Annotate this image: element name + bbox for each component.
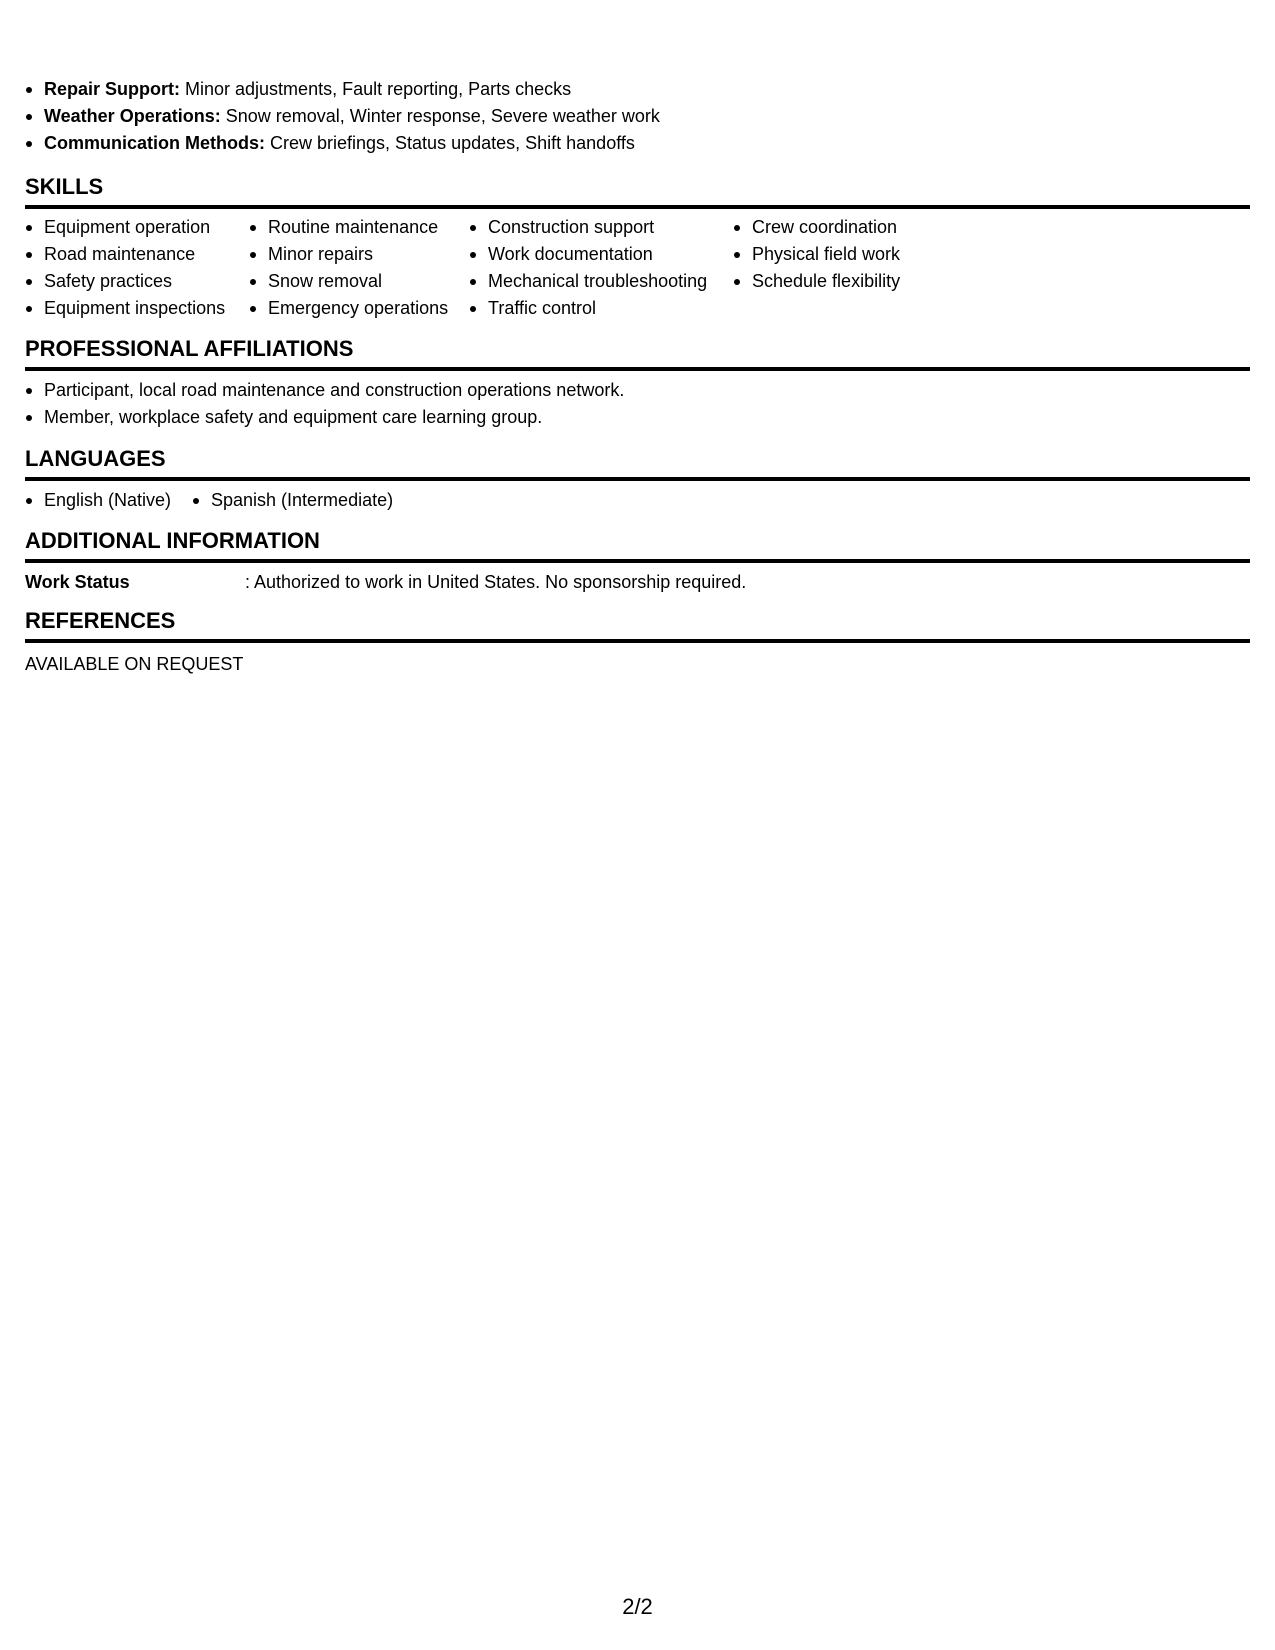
- languages-list: [25, 487, 1250, 514]
- references-text: AVAILABLE ON REQUEST: [25, 654, 244, 674]
- references-section: [25, 608, 1250, 678]
- additional-info-section: [25, 528, 1250, 596]
- list-item: [25, 103, 1250, 130]
- section-title-additional-info: ADDITIONAL INFORMATION: [25, 528, 320, 553]
- skill-item: Traffic control: [469, 295, 733, 322]
- affiliations-section: [25, 336, 1250, 431]
- top-bullet-list: [25, 76, 1250, 157]
- item-text: Minor adjustments, Fault reporting, Parts checks: [180, 79, 572, 99]
- language-item: English (Native): [25, 487, 192, 514]
- affiliation-item: Participant, local road maintenance and construction operations network.: [25, 377, 1250, 404]
- section-title-references: REFERENCES: [25, 608, 176, 633]
- item-text: Crew briefings, Status updates, Shift handoffs: [265, 133, 635, 153]
- skill-item: Snow removal: [249, 268, 469, 295]
- skills-grid: [25, 214, 1250, 322]
- skill-item: Emergency operations: [249, 295, 469, 322]
- work-status-label: Work Status: [25, 572, 130, 592]
- section-divider: [25, 639, 1250, 643]
- section-divider: [25, 205, 1250, 209]
- list-item: [25, 76, 1250, 103]
- skill-item: Road maintenance: [25, 241, 249, 268]
- skill-item: Minor repairs: [249, 241, 469, 268]
- skill-item: Mechanical troubleshooting: [469, 268, 733, 295]
- section-divider: [25, 367, 1250, 371]
- languages-section: [25, 446, 1250, 514]
- skills-section: [25, 174, 1250, 322]
- skill-item: Work documentation: [469, 241, 733, 268]
- language-item: Spanish (Intermediate): [192, 487, 393, 514]
- section-title-affiliations: PROFESSIONAL AFFILIATIONS: [25, 336, 354, 361]
- skills-column: [249, 214, 469, 322]
- section-title-languages: LANGUAGES: [25, 446, 166, 471]
- skill-item: Equipment inspections: [25, 295, 249, 322]
- skill-item: Schedule flexibility: [733, 268, 993, 295]
- resume-page: [25, 76, 1250, 678]
- skills-column: [733, 214, 993, 322]
- item-text: Snow removal, Winter response, Severe weather work: [220, 106, 660, 126]
- item-label: Weather Operations:: [44, 106, 221, 126]
- item-label: Communication Methods:: [44, 133, 265, 153]
- skill-item: Equipment operation: [25, 214, 249, 241]
- affiliations-list: [25, 377, 1250, 431]
- item-label: Repair Support:: [44, 79, 181, 99]
- skill-item: Physical field work: [733, 241, 993, 268]
- skill-item: Routine maintenance: [249, 214, 469, 241]
- info-row: [25, 569, 1250, 596]
- affiliation-item: Member, workplace safety and equipment care learning group.: [25, 404, 1250, 431]
- section-divider: [25, 559, 1250, 563]
- section-title-skills: SKILLS: [25, 174, 104, 199]
- skill-item: Safety practices: [25, 268, 249, 295]
- list-item: [25, 130, 1250, 157]
- work-status-value: : Authorized to work in United States. No sponsorship required.: [245, 572, 747, 592]
- skills-column: [25, 214, 249, 322]
- skills-column: [469, 214, 733, 322]
- section-divider: [25, 477, 1250, 481]
- skill-item: Construction support: [469, 214, 733, 241]
- page-number: 2/2: [622, 1594, 653, 1619]
- skill-item: Crew coordination: [733, 214, 993, 241]
